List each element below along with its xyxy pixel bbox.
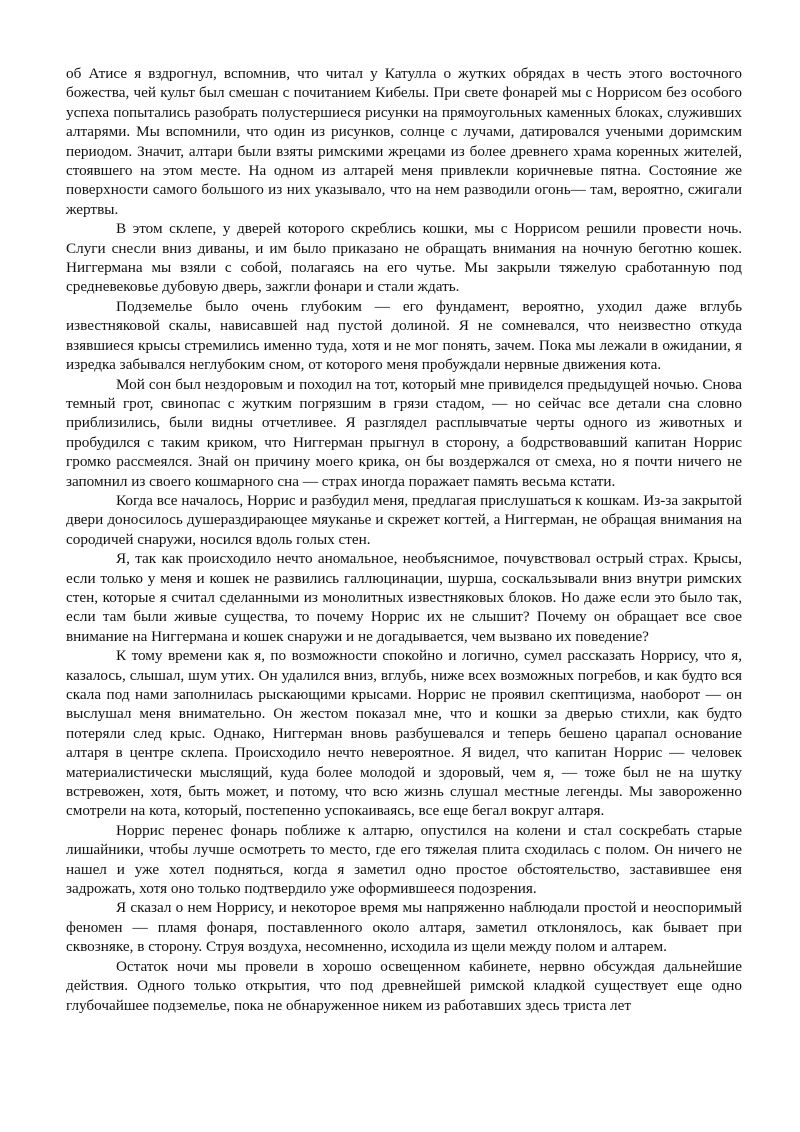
paragraph: Подземелье было очень глубоким — его фундамент, вероятно, уходил даже вглубь известняковой скалы, нависавшей над пустой долиной. Я не сомневался, что неизвестно откуда взявшиеся крысы стремились именно туда, хотя и не мог понять, зачем. Пока мы лежали в ожидании, я изредка забывался неглубоким сном, от которого меня пробуждали нервные движения кота. <box>66 297 742 374</box>
paragraph: Я сказал о нем Норрису, и некоторое время мы напряженно наблюдали простой и неоспоримый феномен — пламя фонаря, поставленного около алтаря, заметил отклонялось, как бывает при сквозняке, в сторону. Струя воздуха, несомненно, исходила из щели между полом и алтарем. <box>66 899 742 956</box>
paragraph: Остаток ночи мы провели в хорошо освещенном кабинете, нервно обсуждая дальнейшие действия. Одного только открытия, что под древнейшей римской кладкой существует еще одно глубочайшее подземелье, пока не обнаруженное никем из работавших здесь триста лет <box>66 957 742 1014</box>
paragraph: Норрис перенес фонарь поближе к алтарю, опустился на колени и стал соскребать старые лишайники, чтобы лучше осмотреть то место, где его тяжелая плита сходилась с полом. Он ничего не нашел и уже хотел подняться, когда я заметил одно простое обстоятельство, заставившее еня задрожать, хотя оно только подтвердило уже оформившееся подозрения. <box>66 821 742 898</box>
paragraph: Мой сон был нездоровым и походил на тот, который мне привиделся предыдущей ночью. Снова темный грот, свинопас с жутким погрязшим в грязи стадом, — но сейчас все детали сна словно приблизились, были видны отчетливее. Я разглядел расплывчатые черты одного из животных и пробудился с таким криком, что Ниггерман прыгнул в сторону, а бодрствовавший капитан Норрис громко рассмеялся. Знай он причину моего крика, он бы воздержался от смеха, но я почти ничего не запомнил из своего кошмарного сна — страх иногда поражает память весьма кстати. <box>66 375 742 490</box>
paragraph: Я, так как происходило нечто аномальное, необъяснимое, почувствовал острый страх. Крысы, если только у меня и кошек не развились галлюцинации, шурша, соскальзывали вниз внутри римских стен, которые я считал сделанными из монолитных известняковых блоков. Но даже если это было так, если там были живые существа, то почему Норрис их не слышит? Почему он обращает все свое внимание на Ниггермана и кошек снаружи и не догадывается, чем вызвано их поведение? <box>66 550 742 645</box>
paragraph: В этом склепе, у дверей которого скреблись кошки, мы с Норрисом решили провести ночь. Слуги снесли вниз диваны, и им было приказано не обращать внимания на ночную беготню кошек. Ниггермана мы взяли с собой, полагаясь на его чутье. Мы закрыли тяжелую сработанную под средневековье дубовую дверь, зажгли фонари и стали ждать. <box>66 220 742 296</box>
paragraph: об Атисе я вздрогнул, вспомнив, что читал у Катулла о жутких обрядах в честь этого восточного божества, чей культ был смешан с почитанием Кибелы. При свете фонарей мы с Норрисом без особого успеха попытались разобрать полустершиеся рисунки на прямоугольных каменных блоках, служивших алтарями. Мы вспомнили, что один из рисунков, солнце с лучами, датировался учеными доримским периодом. Значит, алтари были взяты римскими жрецами из более древнего храма коренных жителей, стоявшего на этом месте. На одном из алтарей меня привлекли коричневые пятна. Состояние же поверхности самого большого из них указывало, что на нем разводили огонь— там, вероятно, сжигали жертвы. <box>66 65 742 218</box>
paragraph: К тому времени как я, по возможности спокойно и логично, сумел рассказать Норрису, что я, казалось, слышал, шум утих. Он удалился вниз, вглубь, ниже всех возможных погребов, и как будто вся скала под нами заполнилась рыскающими крысами. Норрис не проявил скептицизма, наоборот — он выслушал меня внимательно. Он жестом показал мне, что и кошки за дверью стихли, как будто потеряли след крыс. Однако, Ниггерман вновь разбушевался и теперь бешено царапал основание алтаря в центре склепа. Происходило нечто невероятное. Я видел, что капитан Норрис — человек материалистически мыслящий, куда более молодой и здоровый, чем я, — тоже был не на шутку встревожен, хотя, быть может, и потому, что всю жизнь слушал местные легенды. Мы завороженно смотрели на кота, который, постепенно успокаиваясь, все еще бегал вокруг алтаря. <box>66 647 742 820</box>
paragraph: Когда все началось, Норрис и разбудил меня, предлагая прислушаться к кошкам. Из-за закрытой двери доносилось душераздирающее мяуканье и скрежет когтей, а Ниггерман, не обращая внимания на сородичей снаружи, носился вдоль голых стен. <box>66 491 742 548</box>
document-page <box>66 64 742 1015</box>
